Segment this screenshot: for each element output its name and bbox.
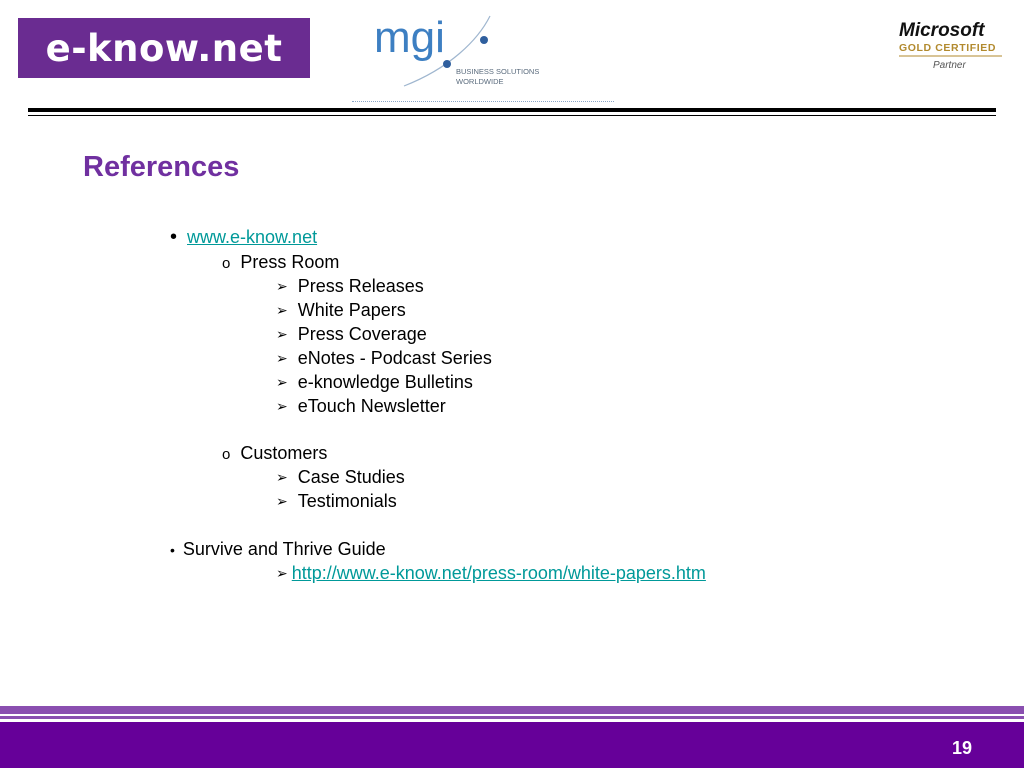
eknow-logo	[18, 18, 310, 78]
arrow-bullet-icon: ➢	[276, 469, 288, 485]
mgi-logo	[352, 6, 617, 106]
list-item-press-releases	[276, 275, 424, 298]
bullet-icon: •	[170, 542, 175, 558]
header-rule-thin	[28, 115, 996, 116]
mgi-tagline-2: WORLDWIDE	[456, 77, 504, 86]
testimonials-label: Testimonials	[297, 491, 397, 511]
etouch-label: eTouch Newsletter	[297, 396, 446, 416]
site-link[interactable]: www.e-know.net	[187, 227, 318, 247]
circle-bullet-icon: o	[222, 255, 231, 272]
case-studies-label: Case Studies	[297, 467, 405, 487]
gold-certified-text: GOLD CERTIFIED	[899, 42, 997, 54]
list-item-press-coverage	[276, 323, 427, 346]
bullet-icon: •	[170, 226, 178, 248]
list-item-enotes	[276, 347, 492, 370]
survive-guide-label: Survive and Thrive Guide	[182, 539, 386, 559]
list-item-guide-link	[276, 562, 706, 585]
guide-link[interactable]: http://www.e-know.net/press-room/white-papers.htm	[291, 563, 706, 583]
footer-bar	[0, 722, 1024, 768]
press-coverage-label: Press Coverage	[297, 324, 427, 344]
list-item-case-studies	[276, 466, 405, 489]
circle-bullet-icon: o	[222, 446, 231, 463]
arrow-bullet-icon: ➢	[276, 350, 288, 366]
arrow-bullet-icon: ➢	[276, 326, 288, 342]
list-item-etouch	[276, 395, 446, 418]
white-papers-label: White Papers	[297, 300, 406, 320]
list-item-site	[170, 226, 317, 248]
arrow-bullet-icon: ➢	[276, 493, 288, 509]
partner-text: Partner	[933, 60, 966, 71]
eknowledge-label: e-knowledge Bulletins	[297, 372, 473, 392]
footer-rule-thin	[0, 716, 1024, 719]
list-item-survive-guide	[170, 538, 386, 561]
enotes-label: eNotes - Podcast Series	[297, 348, 492, 368]
list-item-customers	[222, 442, 327, 466]
list-item-testimonials	[276, 490, 397, 513]
slide-title: References	[83, 151, 240, 183]
footer-rule	[0, 706, 1024, 714]
mgi-logo-text: mgi	[374, 13, 445, 62]
page-number: 19	[951, 738, 972, 758]
arrow-bullet-icon: ➢	[276, 302, 288, 318]
list-item-white-papers	[276, 299, 406, 322]
header-rule	[28, 108, 996, 112]
list-item-press-room	[222, 251, 339, 275]
list-item-eknowledge	[276, 371, 473, 394]
customers-label: Customers	[240, 443, 328, 463]
arrow-bullet-icon: ➢	[276, 565, 288, 581]
press-room-label: Press Room	[240, 252, 340, 272]
microsoft-logo-text: Microsoft	[899, 20, 985, 41]
press-releases-label: Press Releases	[297, 276, 424, 296]
eknow-logo-text: e-know.net	[45, 26, 283, 70]
microsoft-gold-certified-logo	[896, 18, 1006, 74]
mgi-underline	[352, 101, 614, 102]
arrow-bullet-icon: ➢	[276, 278, 288, 294]
mgi-tagline-1: BUSINESS SOLUTIONS	[456, 67, 540, 76]
arrow-bullet-icon: ➢	[276, 374, 288, 390]
arrow-bullet-icon: ➢	[276, 398, 288, 414]
